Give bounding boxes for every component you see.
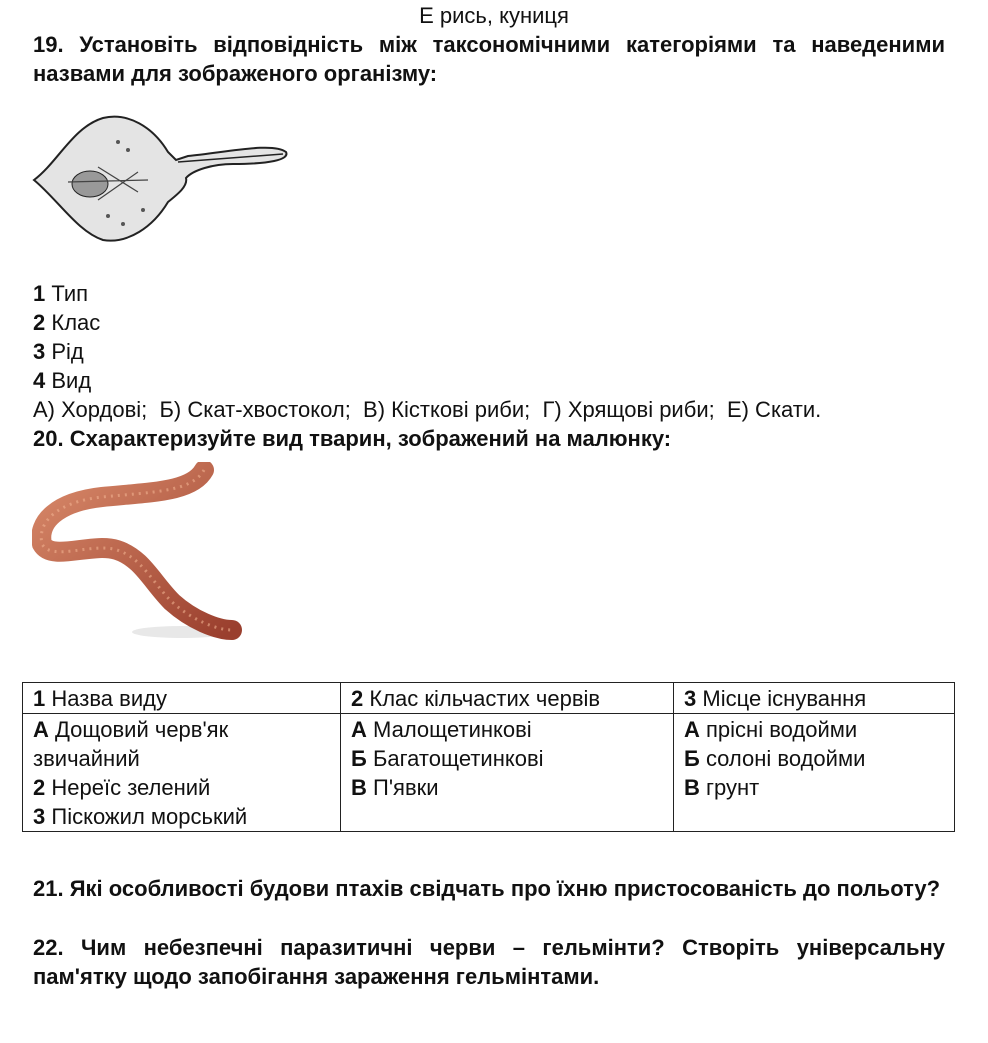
item-label: Тип <box>51 281 89 306</box>
list-item <box>351 744 663 773</box>
list-item <box>33 773 330 802</box>
item-key: Б <box>351 746 367 771</box>
header-cell <box>341 683 674 714</box>
species-table <box>22 682 955 832</box>
list-item <box>684 773 944 802</box>
stingray-image <box>28 112 292 248</box>
header-letter: Е <box>419 3 434 28</box>
item-text: Малощетинкові <box>373 717 532 742</box>
item-label: Рід <box>51 339 84 364</box>
item-text: солоні водойми <box>705 746 866 771</box>
header-num: 2 <box>351 686 364 711</box>
list-item <box>33 802 330 831</box>
item-key: 3 <box>33 804 46 829</box>
q19-item-2 <box>33 308 821 337</box>
item-label: Вид <box>51 368 92 393</box>
table-cell-species <box>23 714 341 832</box>
item-text: прісні водойми <box>706 717 858 742</box>
question-22-text: 22. Чим небезпечні паразитичні черви – гельмінти? Створіть універсальну пам'ятку щодо запобігання зараження гельмінтами. <box>33 935 945 989</box>
header-cell <box>674 683 955 714</box>
table-cell-class <box>341 714 674 832</box>
header-cell <box>23 683 341 714</box>
earthworm-image <box>32 462 242 644</box>
item-key: Б <box>684 746 700 771</box>
question-19-text: 19. Установіть відповідність між таксономічними категоріями та наведеними назвами для зображеного організму: <box>33 32 945 86</box>
item-text: Піскожил морський <box>51 804 248 829</box>
header-fragment <box>0 1 988 30</box>
list-item <box>33 715 330 773</box>
header-label: Клас кільчастих червів <box>369 686 601 711</box>
q19-item-4 <box>33 366 821 395</box>
q19-options: А) Хордові; Б) Скат-хвостокол; В) Кісткові риби; Г) Хрящові риби; Е) Скати. <box>33 397 822 422</box>
item-key: В <box>684 775 700 800</box>
item-key: А <box>684 717 700 742</box>
header-label: Назва виду <box>51 686 167 711</box>
item-key: В <box>351 775 367 800</box>
list-item <box>684 744 944 773</box>
item-num: 1 <box>33 281 46 306</box>
table-cell-habitat <box>674 714 955 832</box>
header-text: рись, куниця <box>439 3 569 28</box>
item-key: А <box>33 717 49 742</box>
item-num: 2 <box>33 310 46 335</box>
item-key: А <box>351 717 367 742</box>
item-num: 3 <box>33 339 46 364</box>
table-row <box>23 714 955 832</box>
q19-item-3 <box>33 337 821 366</box>
header-num: 3 <box>684 686 697 711</box>
list-item <box>684 715 944 744</box>
item-text: П'явки <box>373 775 439 800</box>
table-header-row <box>23 683 955 714</box>
item-num: 4 <box>33 368 46 393</box>
item-text: Нереїс зелений <box>51 775 211 800</box>
header-num: 1 <box>33 686 46 711</box>
item-text: грунт <box>706 775 760 800</box>
item-label: Клас <box>51 310 101 335</box>
q19-items <box>33 279 821 424</box>
q19-item-1 <box>33 279 821 308</box>
header-label: Місце існування <box>702 686 867 711</box>
item-text: Дощовий черв'як звичайний <box>33 717 229 771</box>
item-text: Багатощетинкові <box>372 746 544 771</box>
list-item <box>351 773 663 802</box>
question-20-text: 20. Схарактеризуйте вид тварин, зображений на малюнку: <box>33 426 672 451</box>
item-key: 2 <box>33 775 46 800</box>
list-item <box>351 715 663 744</box>
question-21-text: 21. Які особливості будови птахів свідчать про їхню пристосованість до польоту? <box>33 876 941 901</box>
